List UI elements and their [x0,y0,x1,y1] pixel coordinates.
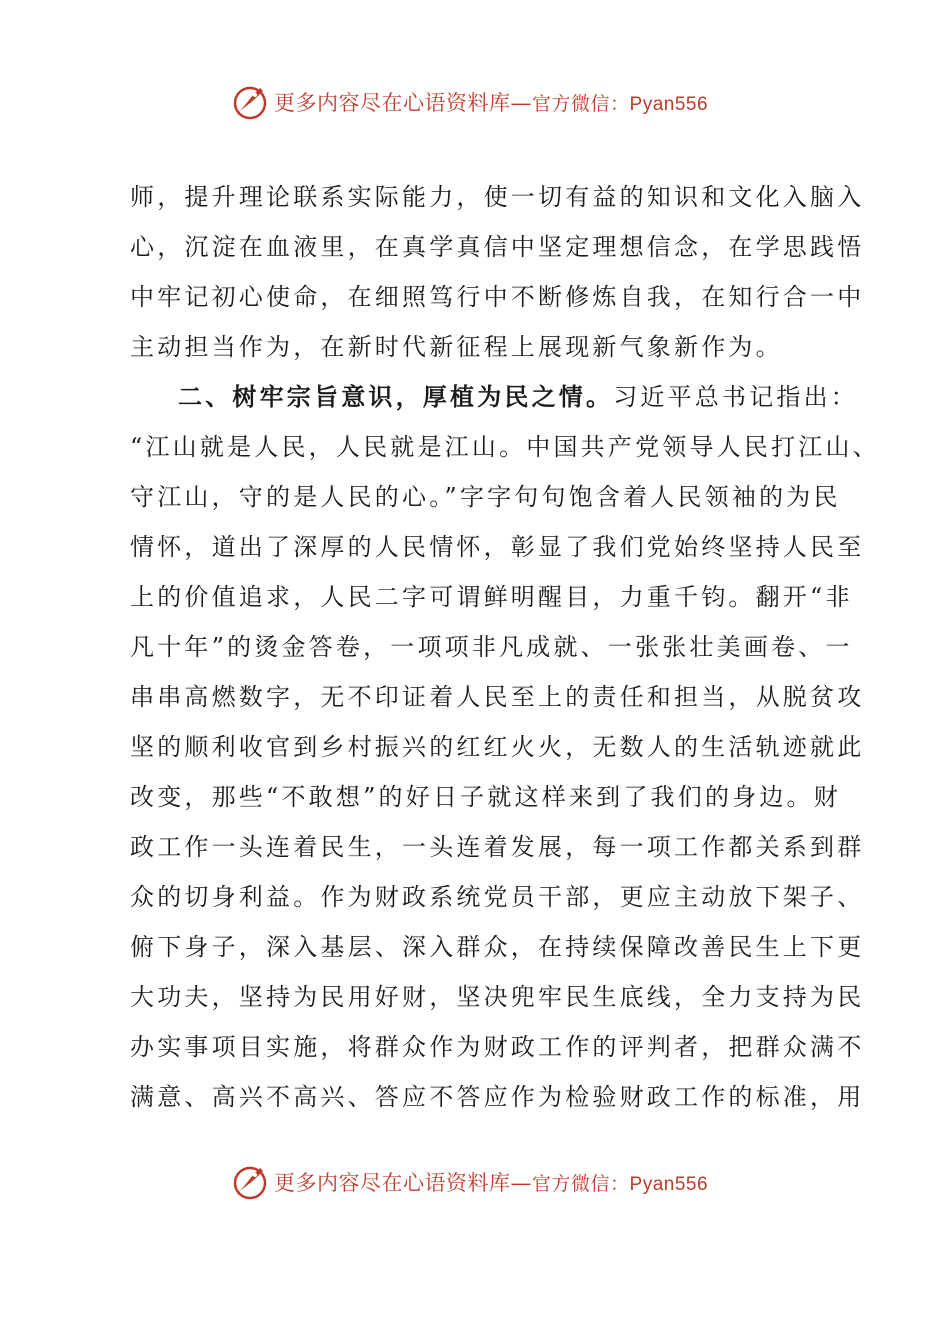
body-line: 俯下身子，深入基层、深入群众，在持续保障改善民生上下更 [130,933,865,961]
contact-id: Pyan556 [629,1174,709,1195]
header-banner [230,82,708,122]
body-line: 众的切身利益。作为财政系统党员干部，更应主动放下架子、 [130,883,865,911]
body-line: “江山就是人民，人民就是江山。中国共产党领导人民打江山、 [130,433,880,461]
body-line: 中牢记初心使命，在细照笃行中不断修炼自我，在知行合一中 [130,283,865,311]
body-line: 满意、高兴不高兴、答应不答应作为检验财政工作的标准，用 [130,1083,865,1111]
body-line: 凡十年”的烫金答卷，一项项非凡成就、一张张壮美画卷、一 [130,633,853,661]
section-heading: 二、树牢宗旨意识，厚植为民之情。 [178,382,614,411]
body-line: 大功夫，坚持为民用好财，坚决兜牢民生底线，全力支持为民 [130,983,865,1011]
banner-dash: — [510,91,532,115]
brand-text: 更多内容尽在心语资料库 [274,1171,511,1195]
body-line: 主动担当作为，在新时代新征程上展现新气象新作为。 [130,333,783,361]
body-line: 办实事项目实施，将群众作为财政工作的评判者，把群众满不 [130,1033,865,1061]
section-heading-rest: 习近平总书记指出： [613,383,859,411]
contact-label: 官方微信： [532,1173,630,1195]
body-line: 串串高燃数字，无不印证着人民至上的责任和担当，从脱贫攻 [130,683,865,711]
footer-banner-text [274,1167,708,1197]
body-line: 上的价值追求，人民二字可谓鲜明醒目，力重千钧。翻开“非 [130,583,853,611]
contact-id: Pyan556 [629,94,709,115]
banner-dash: — [510,1171,532,1195]
document-body [130,172,880,1122]
footer-banner [230,1162,708,1202]
body-line: 情怀，道出了深厚的人民情怀，彰显了我们党始终坚持人民至 [130,533,865,561]
brand-text: 更多内容尽在心语资料库 [274,91,511,115]
quill-pen-logo-icon [230,82,270,122]
quill-pen-logo-icon [230,1162,270,1202]
body-line: 政工作一头连着民生，一头连着发展，每一项工作都关系到群 [130,833,865,861]
contact-label: 官方微信： [532,93,630,115]
header-banner-text [274,87,708,117]
body-line: 坚的顺利收官到乡村振兴的红红火火，无数人的生活轨迹就此 [130,733,865,761]
body-line: 改变，那些“不敢想”的好日子就这样来到了我们的身边。财 [130,783,841,811]
body-line: 守江山，守的是人民的心。”字字句句饱含着人民领袖的为民 [130,483,841,511]
body-line: 心，沉淀在血液里，在真学真信中坚定理想信念，在学思践悟 [130,233,865,261]
section-heading-line [130,372,859,422]
body-line: 师，提升理论联系实际能力，使一切有益的知识和文化入脑入 [130,183,865,211]
